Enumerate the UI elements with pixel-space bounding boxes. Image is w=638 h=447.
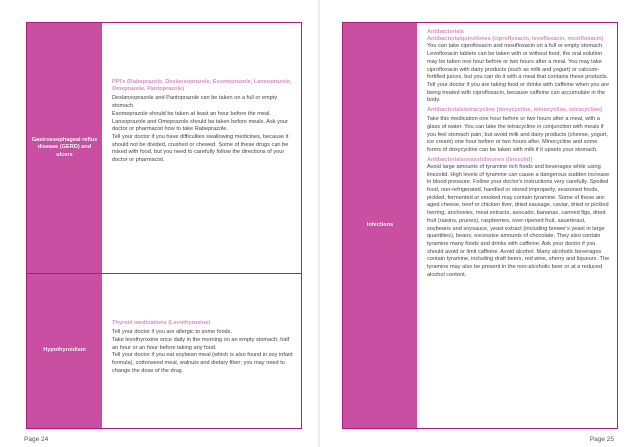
medication-table-right: [342, 22, 618, 429]
medication-heading: Antibacterialquinolones (ciprofloxacin, levofloxacin, moxifloxacin): [427, 36, 604, 43]
left-page: [0, 0, 318, 447]
table-row-gerd: [27, 23, 301, 274]
medication-cell: [107, 274, 299, 428]
medication-heading: Antibacterialsoxazolidinones (linezolid): [427, 156, 533, 163]
page-number: Page 25: [589, 436, 614, 443]
paragraph: Tell your doctor if you have difficulties swallowing medicines, because it should not be divided, crushed or chewed. Some of these drugs can be mixed with food, but you need to carefully follow the directions of your doctor or pharmacist.: [112, 133, 289, 164]
paragraph: Dexlansoprazole and Pantoprazole can be taken on a full or empty stomach.: [112, 95, 278, 110]
medication-table-left: [26, 22, 302, 429]
paragraph: You can take ciprofloxacin and moxifloxacin on a full or empty stomach. Levofloxacin tablets can be taken with or without food, the oral solution may be taken one hour before or two hours after a meal. You may take ciprofloxacin with dairy products (such as milk and yogurt) or calcium-fortified juices, but you can do it with a meal that contains these products. Tell your doctor if you are taking food or drinks with caffeine when you are being treated with ciprofloxacin, because caffeine can accumulate in the body.: [427, 43, 610, 104]
paragraph: Avoid large amounts of tyramine rich foods and beverages while using linezolid. High levels of tyramine can cause a dangerous sudden increase in blood pressure. Follow your doctor's instructions very carefully. Spoiled food, non-refrigerated, handled or stored improperly, seasoned foods, pickled, fermented or smoked may contain tyramine. Some of these are: aged cheese, beef or chicken liver, dried sausage, caviar, dried or pickled herring, anchovies, meat extracts, avocado, bananas, canned figs, dried fruit (raisins, prunes), raspberries, over-ripened fruit, sauerkraut, soybeans and soysauce, yeast extract (including brewer's yeast in large quantities), beans, excessive amounts of chocolate. They also contain tyramine many foods and drinks with caffeine. Ask your doctor if you should avoid or limit caffeine. Avoid alcohol. Many alcoholic beverages contain tyramine, including draft beers, red wine, sherry and liqueurs. The tyramine may also be present in the non-alcoholic beer or at a reduced alcohol content.: [427, 163, 610, 278]
condition-cell: [27, 274, 102, 428]
condition-label: Infections: [366, 221, 394, 228]
paragraph: Tell your doctor if you eat soybean meal (which is also found in soy infant formula), cottonseed meal, walnuts and dietary fiber; you may need to change the dose of the drug.: [112, 352, 293, 374]
paragraph: Take levothyroxine once daily in the morning on an empty stomach, half an hour or an hour before taking any food.: [112, 336, 290, 351]
paragraph: Esomeprazole should be taken at least an hour before the meal. Lansoprazole and Omeprazole should be taken before meals. Ask your doctor or pharmacist how to take Rabeprazole.: [112, 110, 288, 133]
condition-cell: [343, 23, 417, 428]
class-heading: Antibacterials: [427, 29, 464, 35]
condition-label: Gastroesophageal reflux disease (GERD) and ulcers: [31, 137, 98, 158]
paragraph: Take this medication one hour before or two hours after a meal, with a glass of water. You can take the tetracycline in conjunction with meals if you feel stomach pain, but avoid milk and dairy products (cheese, yogurt, ice cream) one hour before or two hours after. Minocycline and some forms of doxycycline can be taken with milk if it upsets your stomach.: [427, 116, 608, 154]
medication-heading: Thyroid medications (Levothyroxine): [112, 320, 211, 326]
medication-cell: [107, 23, 299, 273]
right-page: [320, 0, 638, 447]
table-row-hypothyroidism: [27, 274, 301, 428]
condition-label: Hypothyroidism: [43, 347, 86, 354]
page-number: Page 24: [24, 436, 49, 443]
table-row-infections: [343, 23, 617, 428]
condition-cell: [27, 23, 102, 273]
paragraph: Tell your doctor if you are allergic to some foods.: [112, 329, 233, 336]
medication-cell: [422, 23, 615, 428]
medication-heading: Antibacterialstetracycline (doxycycline, minocycline, tetracycline): [427, 107, 603, 114]
medication-heading: PPI's (Rabeprazole, Dexlansoprazole, Esomeprazole, Lansoprazole, Omeprazole, Pantoprazole): [112, 79, 292, 93]
